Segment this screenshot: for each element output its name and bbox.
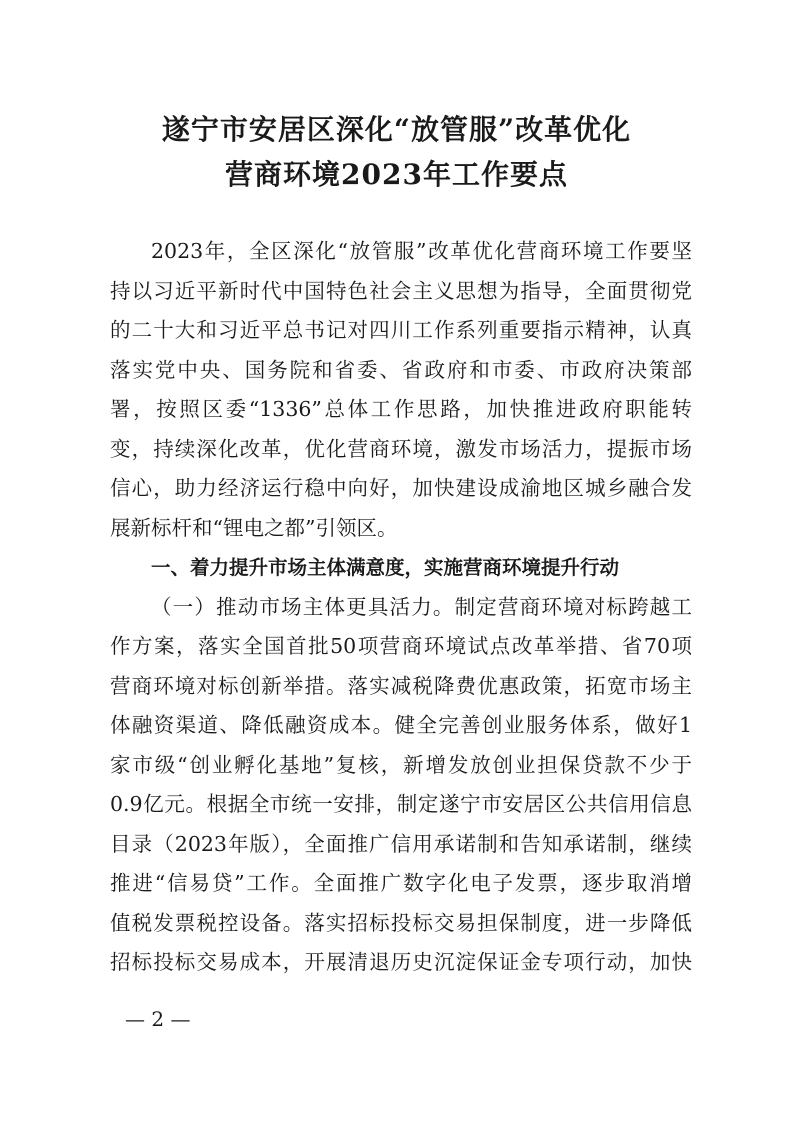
paragraph-1-line-2: 持以习近平新时代中国特色社会主义思想为指导，全面贯彻党 [110, 278, 692, 303]
paragraph-1-line-7: 信心，助力经济运行稳中向好，加快建设成渝地区城乡融合发 [110, 476, 692, 500]
page-number: — 2 — [125, 1007, 191, 1031]
paragraph-2-line-3: 营商环境对标创新举措。落实减税降费优惠政策，拓宽市场主 [110, 673, 692, 698]
paragraph-1-line-5: 署，按照区委“1336”总体工作思路，加快推进政府职能转 [110, 397, 692, 421]
paragraph-1-line-6: 变，持续深化改革，优化营商环境，激发市场活力，提振市场 [110, 436, 692, 461]
paragraph-2-line-4: 体融资渠道、降低融资成本。健全完善创业服务体系，做好1 [110, 713, 692, 737]
section-heading-1: 一、着力提升市场主体满意度，实施营商环境提升行动 [151, 556, 620, 579]
paragraph-1-line-1: 2023年，全区深化“放管服”改革优化营商环境工作要坚 [151, 239, 692, 263]
paragraph-2-line-10: 招标投标交易成本，开展清退历史沉淀保证金专项行动，加快 [110, 950, 692, 974]
paragraph-2-line-1: （一）推动市场主体更具活力。制定营商环境对标跨越工 [151, 594, 692, 619]
paragraph-1-line-3: 的二十大和习近平总书记对四川工作系列重要指示精神，认真 [110, 318, 692, 342]
document-title-line-2: 营商环境2023年工作要点 [225, 158, 568, 191]
paragraph-2-line-2: 作方案，落实全国首批50项营商环境试点改革举措、省70项 [110, 634, 692, 658]
paragraph-2-line-5: 家市级“创业孵化基地”复核，新增发放创业担保贷款不少于 [110, 752, 692, 777]
paragraph-2-line-7: 目录（2023年版），全面推广信用承诺制和告知承诺制，继续 [110, 831, 692, 856]
paragraph-1-line-4: 落实党中央、国务院和省委、省政府和市委、市政府决策部 [110, 357, 692, 382]
paragraph-2-line-8: 推进“信易贷”工作。全面推广数字化电子发票，逐步取消增 [110, 871, 692, 895]
paragraph-2-line-9: 值税发票税控设备。落实招标投标交易担保制度，进一步降低 [110, 910, 692, 935]
paragraph-1-line-8: 展新标杆和“锂电之都”引领区。 [110, 515, 398, 540]
paragraph-2-line-6: 0.9亿元。根据全市统一安排，制定遂宁市安居区公共信用信息 [110, 792, 692, 816]
document-title-line-1: 遂宁市安居区深化“放管服”改革优化 [161, 113, 632, 146]
document-body [110, 232, 692, 983]
